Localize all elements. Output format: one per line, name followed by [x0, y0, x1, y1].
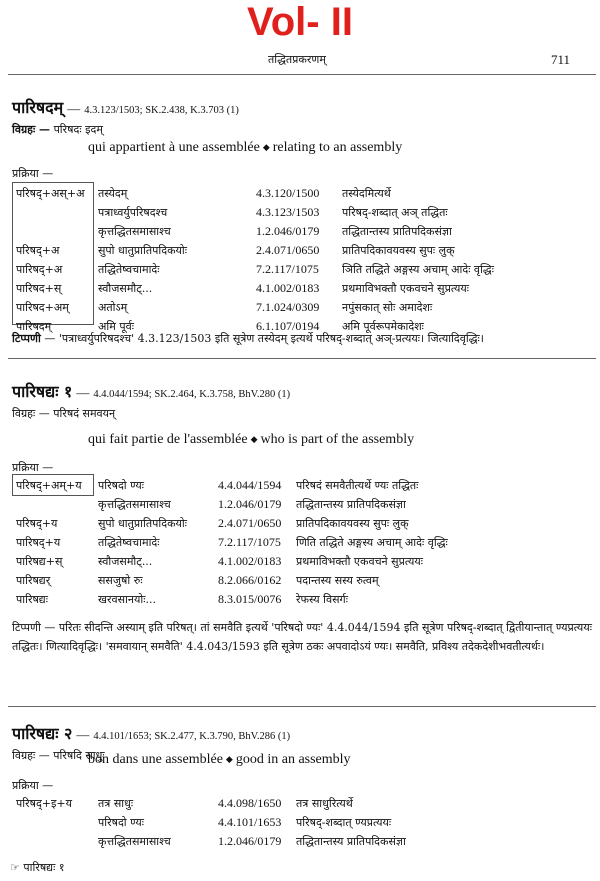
gloss-french: qui fait partie de l'assemblée [88, 432, 248, 447]
sutra-ref: 4.1.002/0183 [218, 554, 282, 568]
entry-refs: 4.4.044/1594; SK.2.464, K.3.758, BhV.280 (1) [93, 389, 291, 400]
gloss-line [88, 140, 402, 156]
sutra-ref: 4.4.101/1653 [218, 815, 282, 829]
prakriya-label: प्रक्रिया — [12, 167, 54, 180]
sutra-ref: 8.3.015/0076 [218, 592, 282, 606]
sutra-text: कृत्तद्धितसमासाश्च [98, 225, 171, 238]
sutra-comment: प्रथमाविभक्तौ एकवचने सुप्रत्ययः [296, 555, 424, 568]
sutra-comment: रेफस्य विसर्गः [296, 593, 348, 606]
sutra-comment: णिति तद्धिते अङ्गस्य अचाम् आदेः वृद्धिः [296, 536, 448, 549]
derivation-form: परिषद्+इ+य [16, 797, 73, 810]
vigraha-text: परिषदि साधुः [53, 749, 105, 762]
sutra-comment: परिषद्-शब्दात् अञ् तद्धितः [342, 206, 448, 219]
sutra-comment: प्रातिपदिकावयवस्य सुपः लुक् [342, 244, 455, 257]
sutra-text: अमि पूर्वः [98, 320, 134, 333]
header-rule [8, 74, 596, 75]
prakriya-label: प्रक्रिया — [12, 461, 54, 474]
sutra-comment: ञिति तद्धिते अङ्गस्य अचाम् आदेः वृद्धिः [342, 263, 494, 276]
sutra-ref: 4.1.002/0183 [256, 281, 320, 295]
note-text: परितः सीदन्ति अस्याम् इति परिषत्। तां समवैति इत्यर्थे 'परिषदो ण्यः' 4.4.044/1594 इति सूत्रेण परिषद्-शब्दात् द्वितीयान्तात् ण्यप्रत्ययः तद्धितः। णित्यादिवृद्धिः। 'समवायान् समवैति' 4.4.043/1593 इति सूत्रेण ठकः अपवादोऽयं ण्यः। समवैति, प्रविश्य तदेकदेशीभवतीत्यर्थः। [12, 621, 592, 653]
sutra-text: तत्र साधुः [98, 797, 134, 810]
sutra-ref: 6.1.107/0194 [256, 319, 320, 333]
sutra-text: स्वौजसमौट्... [98, 282, 153, 295]
sutra-ref: 4.4.044/1594 [218, 478, 282, 492]
running-head [0, 52, 600, 70]
pointing-hand-icon: ☞ [10, 861, 20, 874]
headword: पारिषदम् [12, 98, 64, 117]
sutra-text: ससजुषो रुः [98, 574, 143, 587]
diamond-icon: ◆ [225, 754, 233, 764]
vigraha-line [12, 406, 115, 421]
sutra-ref: 4.4.098/1650 [218, 796, 282, 810]
sutra-comment: तस्येदमित्यर्थे [342, 187, 391, 200]
sutra-comment: पदान्तस्य सस्य रुत्वम् [296, 574, 379, 587]
running-title: तद्धितप्रकरणम् [268, 53, 326, 66]
cross-reference [10, 860, 65, 875]
prakriya-label: प्रक्रिया — [12, 779, 54, 792]
sutra-ref: 2.4.071/0650 [218, 516, 282, 530]
sutra-ref: 1.2.046/0179 [256, 224, 320, 238]
gloss-line [88, 432, 414, 448]
sutra-text: कृत्तद्धितसमासाश्च [98, 498, 171, 511]
sutra-comment: प्रथमाविभक्तौ एकवचने सुप्रत्ययः [342, 282, 470, 295]
sutra-comment: परिषद्-शब्दात् ण्यप्रत्ययः [296, 816, 392, 829]
entry-refs: 4.4.101/1653; SK.2.477, K.3.790, BhV.286 (1) [93, 731, 291, 742]
vigraha-text: परिषदः इदम् [53, 123, 103, 136]
entry-refs: 4.3.123/1503; SK.2.438, K.3.703 (1) [84, 105, 239, 116]
note: टिप्पणी — 'पत्राध्वर्युपरिषदश्च' 4.3.123/1503 इति सूत्रेण तस्येदम् इत्यर्थे परिषद्-शब्दात् अञ्-प्रत्ययः। जित्यादिवृद्धिः। [12, 332, 484, 345]
cross-reference-text: पारिषद्यः १ [23, 861, 65, 874]
vigraha-label: विग्रहः — [12, 407, 50, 420]
note-label: टिप्पणी [12, 621, 41, 634]
sutra-ref: 1.2.046/0179 [218, 834, 282, 848]
derivation-form: पारिषद्+य [16, 536, 61, 549]
gloss-french: bon dans une assemblée [88, 752, 223, 767]
derivation-form: पारिषदम् [16, 320, 52, 333]
diamond-icon: ◆ [262, 142, 270, 152]
section-rule [8, 706, 596, 707]
derivation-form: पारिषद्य+स् [16, 555, 63, 568]
vigraha-label: विग्रहः — [12, 123, 51, 136]
sutra-text: स्वौजसमौट्... [98, 555, 153, 568]
derivation-form: पारिषद+स् [16, 282, 62, 295]
sutra-text: परिषदो ण्यः [98, 816, 144, 829]
sutra-ref: 7.1.024/0309 [256, 300, 320, 314]
diamond-icon: ◆ [250, 434, 258, 444]
note: टिप्पणी — परितः सीदन्ति अस्याम् इति परिषत्। तां समवैति इत्यर्थे 'परिषदो ण्यः' 4.4.044/1594 इति सूत्रेण परिषद्-शब्दात् द्वितीयान्तात् ण्यप्रत्ययः तद्धितः। णित्यादिवृद्धिः। 'समवायान् समवैति' 4.4.043/1593 इति सूत्रेण ठकः अपवादोऽयं ण्यः। समवैति, प्रविश्य तदेकदेशीभवतीत्यर्थः। [12, 621, 592, 653]
sutra-ref: 7.2.117/1075 [256, 262, 319, 276]
volume-banner: Vol- II [247, 0, 353, 44]
sutra-text: सुपो धातुप्रातिपदिकयोः [98, 517, 187, 530]
sutra-ref: 7.2.117/1075 [218, 535, 281, 549]
note-label: टिप्पणी [12, 332, 41, 345]
sutra-text: सुपो धातुप्रातिपदिकयोः [98, 244, 187, 257]
derivation-form: पारिषद्यः [16, 593, 48, 606]
vigraha-line [12, 122, 103, 137]
gloss-english: good in an assembly [235, 752, 351, 767]
sutra-comment: परिषदं समवैतीत्यर्थे ण्यः तद्धितः [296, 479, 419, 492]
entry-heading: पारिषद्यः १ — 4.4.044/1594; SK.2.464, K.3.758, BhV.280 (1) [12, 382, 291, 401]
derivation-form: परिषद्+य [16, 517, 58, 530]
sutra-comment: अमि पूर्वरूपमेकादेशः [342, 320, 424, 333]
sutra-comment: तद्धितान्तस्य प्रातिपदिकसंज्ञा [296, 835, 406, 848]
sutra-comment: तत्र साधुरित्यर्थे [296, 797, 353, 810]
sutra-comment: तद्धितान्तस्य प्रातिपदिकसंज्ञा [342, 225, 452, 238]
sutra-text: पत्राध्वर्युपरिषदश्च [98, 206, 168, 219]
gloss-line [88, 752, 351, 768]
entry-heading: पारिषद्यः २ — 4.4.101/1653; SK.2.477, K.3.790, BhV.286 (1) [12, 724, 291, 743]
derivation-form: परिषद्+अस्+अ [16, 187, 85, 200]
derivation-form: पारिषद्यर् [16, 574, 51, 587]
sutra-text: तद्धितेष्वचामादेः [98, 536, 160, 549]
derivation-form: परिषद्+अम्+य [16, 479, 82, 492]
section-rule [8, 358, 596, 359]
sutra-ref: 8.2.066/0162 [218, 573, 282, 587]
headword: पारिषद्यः २ [12, 724, 73, 743]
vigraha-label: विग्रहः — [12, 749, 50, 762]
sutra-text: खरवसानयोः... [98, 593, 156, 606]
gloss-french: qui appartient à une assemblée [88, 140, 260, 155]
sutra-ref: 2.4.071/0650 [256, 243, 320, 257]
page-number: 711 [550, 52, 570, 67]
gloss-english: who is part of the assembly [260, 432, 415, 447]
sutra-text: परिषदो ण्यः [98, 479, 144, 492]
derivation-form: पारिषद+अम् [16, 301, 69, 314]
entry-heading: पारिषदम् — 4.3.123/1503; SK.2.438, K.3.703 (1) [12, 98, 239, 117]
sutra-ref: 4.3.120/1500 [256, 186, 320, 200]
vigraha-text: परिषदं समवयन् [53, 407, 116, 420]
sutra-text: अतोऽम् [98, 301, 128, 314]
sutra-text: कृत्तद्धितसमासाश्च [98, 835, 171, 848]
sutra-comment: नपुंसकात् सोः अमादेशः [342, 301, 433, 314]
note-text: 'पत्राध्वर्युपरिषदश्च' 4.3.123/1503 इति सूत्रेण तस्येदम् इत्यर्थे परिषद्-शब्दात् अञ्-प्रत्ययः। जित्यादिवृद्धिः। [58, 332, 484, 345]
derivation-form: परिषद्+अ [16, 244, 60, 257]
sutra-text: तद्धितेष्वचामादेः [98, 263, 160, 276]
gloss-english: relating to an assembly [272, 140, 403, 155]
sutra-text: तस्येदम् [98, 187, 128, 200]
sutra-ref: 1.2.046/0179 [218, 497, 282, 511]
sutra-comment: प्रातिपदिकावयवस्य सुपः लुक् [296, 517, 409, 530]
sutra-comment: तद्धितान्तस्य प्रातिपदिकसंज्ञा [296, 498, 406, 511]
headword: पारिषद्यः १ [12, 382, 73, 401]
derivation-form: पारिषद्+अ [16, 263, 63, 276]
sutra-ref: 4.3.123/1503 [256, 205, 320, 219]
